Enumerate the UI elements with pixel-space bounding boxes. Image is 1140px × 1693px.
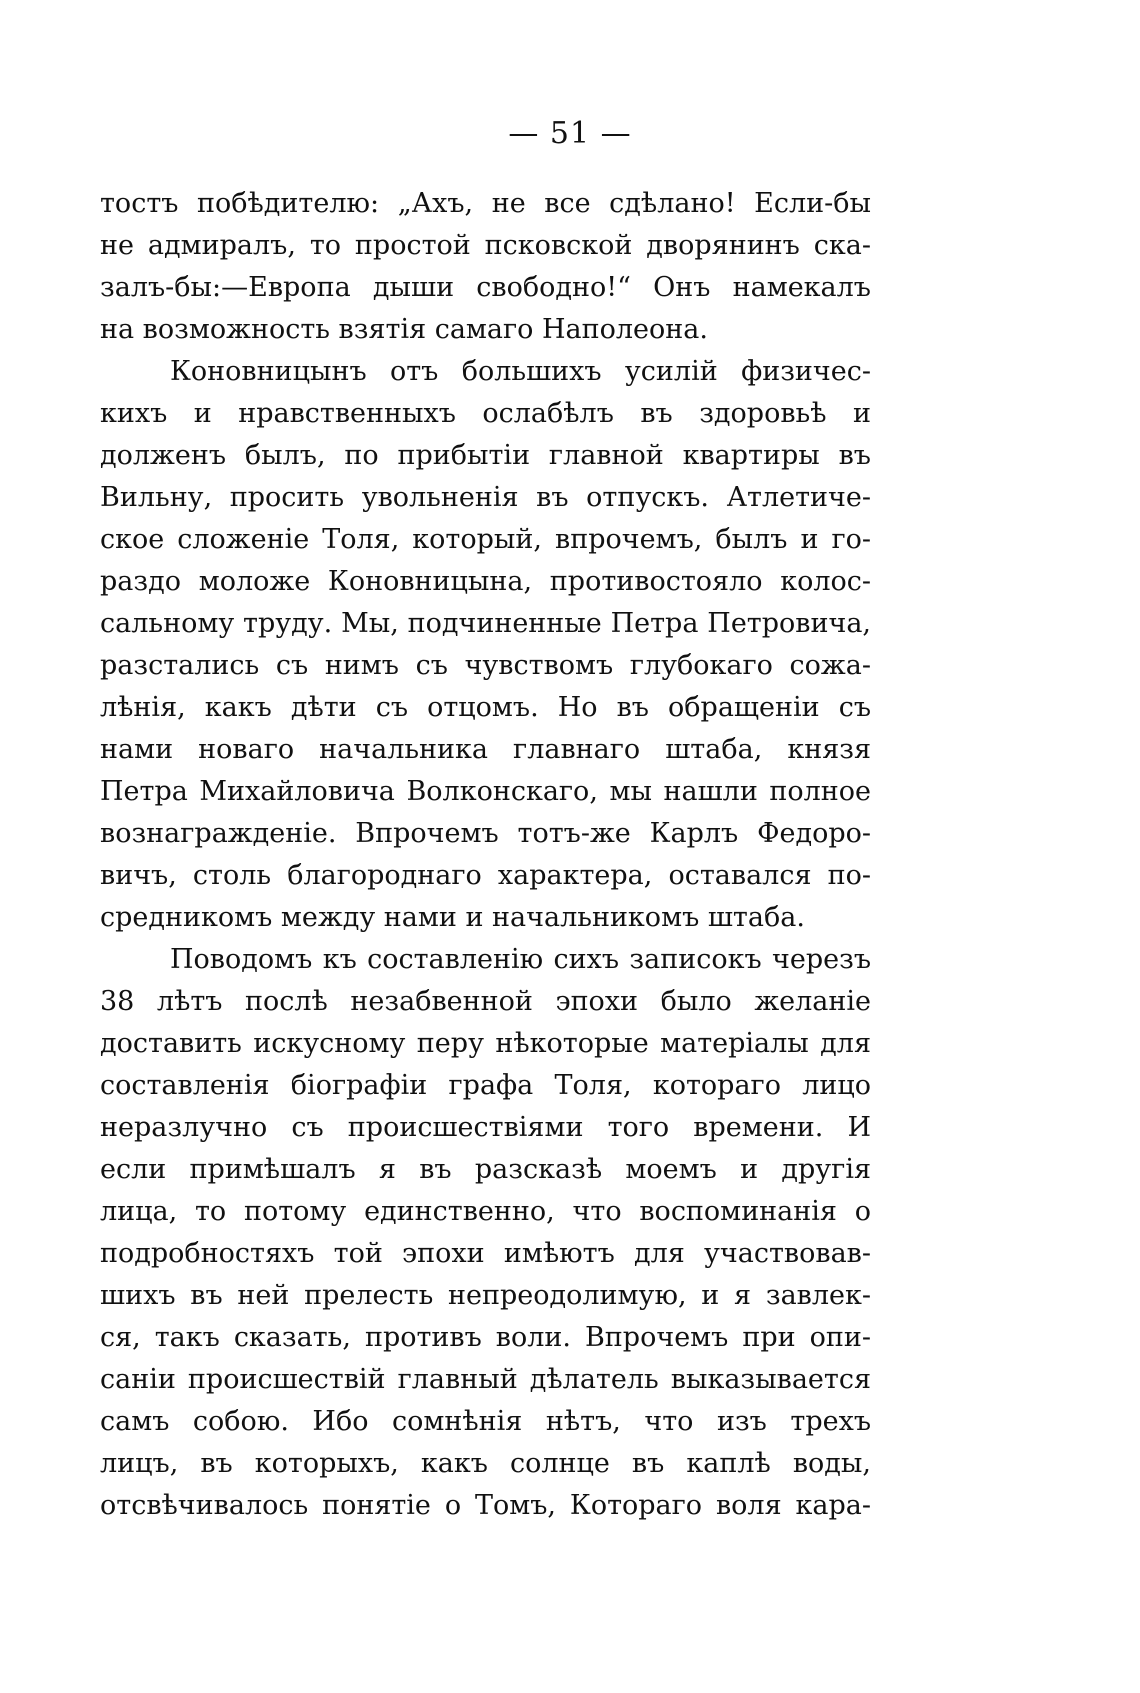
text-line: доставить искусному перу нѣкоторые матеріалы для (100, 1028, 871, 1059)
text-line: 38 лѣтъ послѣ незабвенной эпохи было желаніе (100, 986, 871, 1017)
text-line: лица, то потому единственно, что воспоминанія о (100, 1196, 871, 1227)
text-line: разстались съ нимъ съ чувствомъ глубокаго сожа- (100, 650, 871, 681)
text-line: на возможность взятія самаго Наполеона. (100, 314, 708, 345)
text-line: отсвѣчивалось понятіе о Томъ, Котораго воля кара- (100, 1490, 871, 1521)
text-line: долженъ былъ, по прибытіи главной квартиры въ (100, 440, 871, 471)
text-line: самъ собою. Ибо сомнѣнія нѣтъ, что изъ трехъ (100, 1406, 871, 1437)
text-line: если примѣшалъ я въ разсказѣ моемъ и другія (100, 1154, 871, 1185)
text-line: составленія біографіи графа Толя, котораго лицо (100, 1070, 871, 1101)
text-line: лѣнія, какъ дѣти съ отцомъ. Но въ обращеніи съ (100, 692, 871, 723)
text-line: лицъ, въ которыхъ, какъ солнце въ каплѣ воды, (100, 1448, 871, 1479)
text-line: вичъ, столь благороднаго характера, оставался по- (100, 860, 871, 891)
text-line: саніи происшествій главный дѣлатель выказывается (100, 1364, 871, 1395)
text-line: ское сложеніе Толя, который, впрочемъ, былъ и го- (100, 524, 871, 555)
page-number: — 51 — (508, 116, 632, 151)
text-line: средникомъ между нами и начальникомъ штаба. (100, 902, 805, 933)
text-line: вознагражденіе. Впрочемъ тотъ-же Карлъ Федоро- (100, 818, 871, 849)
text-line: шихъ въ ней прелесть непреодолимую, и я завлек- (100, 1280, 871, 1311)
text-line: Вильну, просить увольненія въ отпускъ. Атлетиче- (100, 482, 871, 513)
text-line: кихъ и нравственныхъ ослабѣлъ въ здоровьѣ и (100, 398, 871, 429)
text-line: нами новаго начальника главнаго штаба, князя (100, 734, 871, 765)
body-text (100, 183, 871, 1527)
text-line: неразлучно съ происшествіями того времени. И (100, 1112, 871, 1143)
text-line: залъ-бы:—Европа дыши свободно!“ Онъ намекалъ (100, 272, 871, 303)
text-line: тостъ побѣдителю: „Ахъ, не все сдѣлано! Если-бы (100, 188, 871, 219)
text-line: Поводомъ къ составленію сихъ записокъ черезъ (170, 944, 871, 975)
text-line: сальному труду. Мы, подчиненные Петра Петровича, (100, 608, 871, 639)
text-line: Петра Михайловича Волконскаго, мы нашли полное (100, 776, 871, 807)
text-line: Коновницынъ отъ большихъ усилій физичес- (170, 356, 871, 387)
text-line: не адмиралъ, то простой псковской дворянинъ ска- (100, 230, 871, 261)
text-line: раздо моложе Коновницына, противостояло колос- (100, 566, 871, 597)
text-line: подробностяхъ той эпохи имѣютъ для участвовав- (100, 1238, 871, 1269)
text-line: ся, такъ сказать, противъ воли. Впрочемъ при опи- (100, 1322, 871, 1353)
